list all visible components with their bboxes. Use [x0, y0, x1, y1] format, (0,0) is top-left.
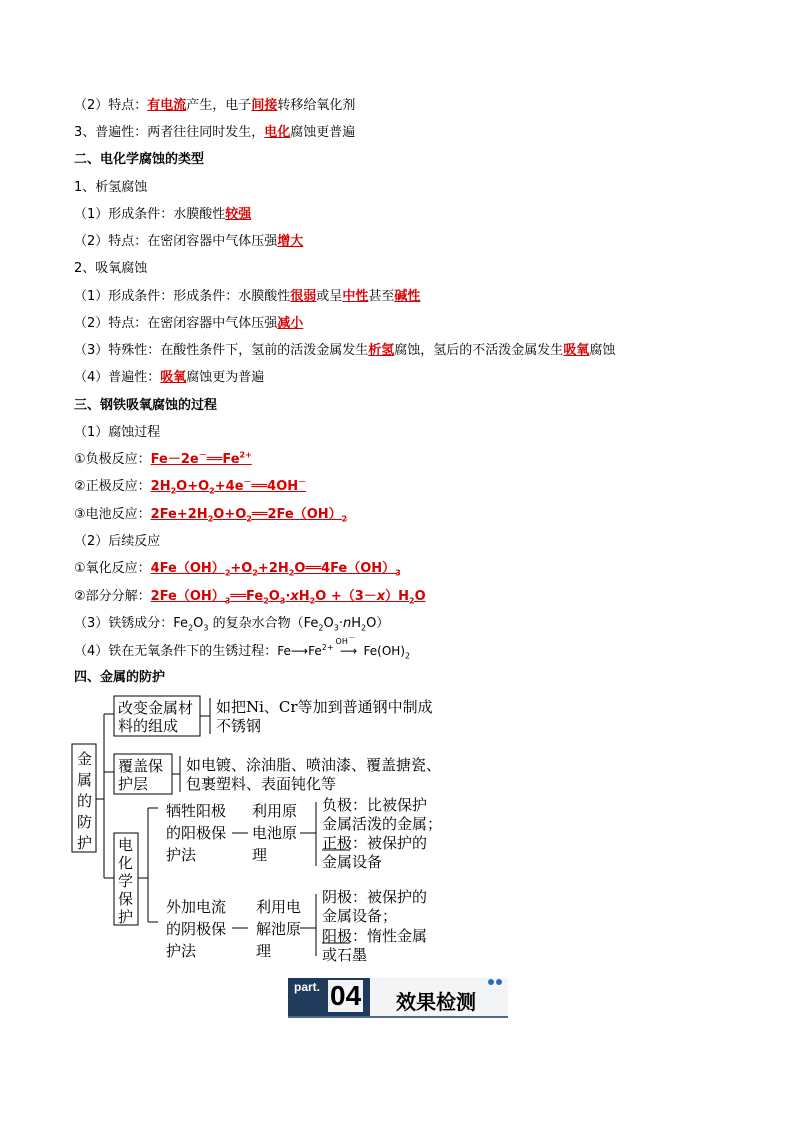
method-desc: 负极：比被保护	[322, 796, 428, 814]
method-name: 的阳极保	[166, 824, 227, 842]
method-principle: 电池原	[252, 824, 298, 842]
part-label: part.	[294, 980, 321, 994]
line-anode-reaction: ①负极反应：$Fe-2e^-══Fe^{2+}$	[74, 450, 252, 467]
equation: $4Fe(OH)_2+O_2+2H_2O══4Fe(OH)_3$	[150, 561, 401, 578]
method-principle: 理	[256, 942, 272, 960]
method-desc: 阴极：被保护的	[322, 888, 428, 906]
branch-label: 化	[118, 854, 134, 872]
line-oxidation: ①氧化反应：$4Fe(OH)_2+O_2+2H_2O══4Fe(OH)_3$	[74, 561, 401, 578]
section-heading-2: 二、电化学腐蚀的类型	[74, 152, 205, 167]
answer: 减小	[277, 316, 304, 331]
line-decomposition: ②部分分解：$2Fe(OH)_3══Fe_2O_3\cdot xH_2O +(3-x)H_2O$	[74, 589, 426, 606]
method-name: 的阴极保	[166, 920, 227, 938]
line-o-special: （3）特殊性：在酸性条件下，氢前的活泼金属发生析氢腐蚀，氢后的不活泼金属发生吸氧腐蚀	[74, 343, 616, 358]
subheading-oxygen: 2、吸氧腐蚀	[74, 261, 148, 276]
method-principle: 理	[252, 846, 268, 864]
method-desc: 阳极：惰性金属	[322, 927, 428, 945]
line-h-feature: （2）特点：在密闭容器中气体压强增大	[74, 234, 304, 249]
answer: 析氢	[368, 343, 395, 358]
part-number: 04	[330, 980, 362, 1011]
line-universality: 3、普遍性：两者往往同时发生，电化腐蚀更普遍	[74, 125, 356, 140]
subheading-hydrogen: 1、析氢腐蚀	[74, 180, 148, 195]
line-rust: （3）铁锈成分：$Fe_2O_3$ 的复杂水合物$(Fe_2O_3\cdot nH_2O)$	[74, 616, 390, 633]
branch-label: 护	[118, 908, 134, 926]
branch-label: 改变金属材	[118, 699, 194, 717]
root-char: 防	[77, 813, 93, 831]
method-desc: 或石墨	[322, 946, 368, 964]
branch-label: 料的组成	[118, 717, 179, 735]
equation: $2H_2O+O_2+4e^-══4OH^-$	[150, 477, 307, 496]
line-h-condition: （1）形成条件：水膜酸性较强	[74, 207, 252, 222]
answer: 有电流	[147, 98, 187, 113]
root-char: 属	[77, 771, 93, 789]
line-o-feature: （2）特点：在密闭容器中气体压强减小	[74, 316, 304, 331]
method-desc: 正极：被保护的	[322, 834, 428, 852]
method-desc: 金属设备	[322, 853, 383, 871]
subheading-followup: （2）后续反应	[74, 534, 161, 549]
answer: 中性	[342, 289, 369, 304]
branch-label: 保	[118, 890, 134, 908]
line-o-condition: （1）形成条件：形成条件：水膜酸性很弱或呈中性甚至碱性	[74, 289, 421, 304]
method-name: 护法	[166, 846, 197, 864]
line-cathode-reaction: ②正极反应：$2H_2O+O_2+4e^-══4OH^-$	[74, 477, 307, 496]
line-feature-current: （2）特点：有电流产生，电子间接转移给氧化剂	[74, 98, 356, 113]
answer: 电化	[264, 125, 291, 140]
answer: 增大	[277, 234, 304, 249]
method-name: 外加电流	[166, 898, 227, 916]
root-char: 的	[77, 792, 93, 810]
line-anoxic: （4）铁在无氧条件下的生锈过程：$Fe⟶Fe^{2+}$ OH－ ⟶ $Fe(OH)_2$	[74, 633, 411, 661]
answer: 碱性	[394, 289, 421, 304]
method-name: 护法	[166, 942, 197, 960]
answer: 吸氧	[160, 370, 187, 385]
section-heading-4: 四、金属的防护	[74, 670, 166, 685]
branch-desc: 如把Ni、Cr等加到普通钢中制成	[216, 698, 433, 716]
answer: 很弱	[290, 289, 317, 304]
equation: $2Fe+2H_2O+O_2══2Fe(OH)_2$	[150, 507, 348, 524]
equation: $2Fe(OH)_3══Fe_2O_3\cdot xH_2O +(3-x)H_2O$	[150, 589, 426, 606]
method-principle: 利用电	[256, 898, 302, 916]
root-char: 护	[77, 834, 93, 852]
branch-desc: 包裹塑料、表面钝化等	[186, 775, 337, 793]
answer: 较强	[225, 207, 252, 222]
subheading-process: （1）腐蚀过程	[74, 425, 161, 440]
branch-desc: 如电镀、涂油脂、喷油漆、覆盖搪瓷、	[186, 756, 442, 774]
line-cell-reaction: ③电池反应：$2Fe+2H_2O+O_2══2Fe(OH)_2$	[74, 507, 348, 524]
branch-label: 学	[118, 872, 134, 890]
method-principle: 解池原	[256, 920, 302, 938]
branch-label: 覆盖保	[118, 757, 164, 775]
method-principle: 利用原	[252, 802, 298, 820]
branch-label: 护层	[118, 775, 149, 793]
section-heading-3: 三、钢铁吸氧腐蚀的过程	[74, 398, 218, 413]
branch-label: 电	[118, 836, 134, 854]
part-banner	[288, 978, 508, 1018]
branch-desc: 不锈钢	[216, 717, 262, 735]
part-title: 效果检测	[396, 990, 476, 1014]
answer: 吸氧	[563, 343, 590, 358]
answer: 间接	[251, 98, 278, 113]
equation: $Fe-2e^-══Fe^{2+}$	[150, 450, 252, 467]
method-desc: 金属设备；	[322, 907, 398, 925]
method-name: 牺牲阳极	[166, 802, 227, 820]
root-char: 金	[77, 750, 93, 768]
method-desc: 金属活泼的金属；	[322, 815, 443, 833]
line-o-common: （4）普遍性：吸氧腐蚀更为普遍	[74, 370, 265, 385]
